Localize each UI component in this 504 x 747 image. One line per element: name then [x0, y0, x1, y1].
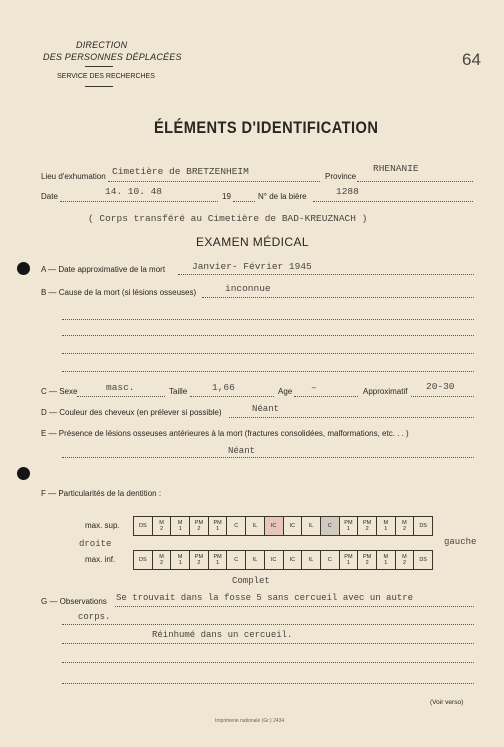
tooth-number: 2 — [160, 526, 164, 532]
tooth-number: 1 — [346, 560, 350, 566]
lower-tooth-1 — [134, 551, 153, 570]
field-d-label: D — Couleur des cheveux (en prélever si possible) — [41, 408, 222, 417]
taille-line — [190, 396, 274, 397]
field-a-value: Janvier- Février 1945 — [192, 261, 312, 272]
tooth-code: IC — [270, 522, 277, 529]
lieu-line — [108, 181, 320, 182]
field-g-line-2 — [62, 624, 474, 625]
verso-note: (Voir verso) — [430, 699, 464, 706]
field-c-age: – — [311, 382, 317, 393]
tooth-code: C — [234, 522, 239, 529]
field-c-label: C — Sexe — [41, 387, 78, 396]
upper-tooth-9 — [283, 517, 302, 536]
taille-label: Taille — [169, 387, 188, 396]
tooth-code: PM — [362, 519, 372, 526]
tooth-code: M — [383, 553, 389, 560]
lower-tooth-12 — [339, 551, 358, 570]
tooth-code: PM — [362, 553, 372, 560]
printer-mark: Imprimerie nationale (Gr.) 2434 — [215, 718, 285, 724]
header-divider — [85, 66, 113, 67]
tooth-code: IL — [308, 556, 314, 563]
upper-tooth-12 — [339, 517, 358, 536]
upper-tooth-8 — [264, 517, 283, 536]
tooth-code: M — [402, 553, 407, 560]
tooth-number: 2 — [365, 560, 369, 566]
tooth-code: M — [159, 519, 164, 526]
tooth-code: M — [383, 519, 389, 526]
approx-line — [411, 396, 474, 397]
field-c-sexe: masc. — [106, 382, 135, 393]
upper-tooth-15 — [395, 517, 414, 536]
tooth-number: 2 — [197, 526, 201, 532]
header-direction: DIRECTION — [76, 40, 128, 50]
tooth-code: DS — [139, 522, 147, 529]
tooth-code: IL — [252, 556, 258, 563]
tooth-code: PM — [344, 519, 353, 526]
field-g-line2: corps. — [78, 612, 111, 622]
tooth-code: M — [177, 553, 183, 560]
lower-tooth-15 — [395, 551, 414, 570]
dentition-note: Complet — [232, 576, 270, 586]
upper-tooth-13 — [358, 517, 377, 536]
lower-tooth-16 — [414, 551, 433, 570]
page-number: 64 — [462, 50, 481, 69]
tooth-code: M — [159, 553, 164, 560]
tooth-number: 1 — [178, 526, 182, 532]
tooth-code: PM — [213, 553, 222, 560]
age-line — [294, 396, 358, 397]
tooth-number: 1 — [384, 560, 388, 566]
lieu-value: Cimetière de BRETZENHEIM — [112, 166, 249, 177]
tooth-code: IC — [289, 522, 296, 529]
form-title: ÉLÉMENTS D'IDENTIFICATION — [154, 118, 379, 137]
tooth-code: DS — [419, 522, 427, 529]
lower-tooth-14 — [376, 551, 395, 570]
droite-label: droite — [79, 539, 112, 549]
biere-line — [313, 201, 473, 202]
tooth-code: M — [402, 519, 407, 526]
tooth-code: PM — [213, 519, 222, 526]
field-g-line-4 — [62, 662, 474, 663]
tooth-number: 2 — [402, 560, 406, 566]
field-c-taille: 1,66 — [212, 382, 235, 393]
field-g-line-1 — [115, 606, 474, 607]
field-g-line-5 — [62, 683, 474, 684]
lower-tooth-9 — [283, 551, 302, 570]
tooth-code: M — [177, 519, 183, 526]
tooth-number: 1 — [384, 526, 388, 532]
field-c-approx: 20-30 — [426, 381, 455, 392]
lower-tooth-8 — [264, 551, 283, 570]
tooth-code: IL — [252, 522, 258, 529]
lower-tooth-11 — [320, 551, 339, 570]
teeth-lower-row — [133, 550, 433, 570]
province-line — [357, 181, 473, 182]
lower-tooth-4 — [190, 551, 209, 570]
tooth-code: C — [327, 556, 332, 563]
field-b-line — [202, 297, 474, 298]
tooth-number: 1 — [216, 560, 220, 566]
field-f-label: F — Particularités de la dentition : — [41, 489, 162, 498]
province-label: Province — [325, 172, 357, 181]
field-g-label: G — Observations — [41, 597, 107, 606]
field-b-line-4 — [62, 353, 474, 354]
upper-tooth-11 — [320, 517, 339, 536]
sexe-line — [77, 396, 165, 397]
upper-tooth-4 — [190, 517, 209, 536]
tooth-number: 2 — [402, 526, 406, 532]
tooth-code: PM — [194, 519, 204, 526]
tooth-code: C — [327, 522, 332, 529]
province-value: RHENANIE — [373, 163, 419, 174]
field-e-label: E — Présence de lésions osseuses antérieures à la mort (fractures consolidées, malformations, etc. . . ) — [41, 429, 409, 438]
upper-tooth-10 — [302, 517, 321, 536]
max-sup-label: max. sup. — [85, 521, 120, 530]
field-b-value: inconnue — [225, 283, 271, 294]
transfer-note: ( Corps transféré au Cimetière de BAD-KREUZNACH ) — [88, 213, 368, 224]
upper-tooth-6 — [227, 517, 246, 536]
tooth-number: 2 — [365, 526, 369, 532]
teeth-upper-row — [133, 516, 433, 536]
tooth-code: IL — [308, 522, 314, 529]
upper-tooth-3 — [171, 517, 190, 536]
biere-label: N° de la bière — [258, 192, 307, 201]
field-g-line-3 — [62, 643, 474, 644]
field-d-value: Néant — [252, 404, 280, 414]
upper-tooth-14 — [376, 517, 395, 536]
biere-value: 1288 — [336, 186, 359, 197]
header-service: SERVICE DES RECHERCHES — [57, 73, 155, 80]
tooth-code: IC — [289, 556, 296, 563]
field-b-line-2 — [62, 319, 474, 320]
field-e-value: Néant — [228, 446, 256, 456]
tooth-code: PM — [344, 553, 353, 560]
upper-tooth-5 — [208, 517, 227, 536]
tooth-number: 2 — [160, 560, 164, 566]
upper-tooth-1 — [134, 517, 153, 536]
binder-hole-bottom — [17, 467, 30, 480]
binder-hole-top — [17, 262, 30, 275]
year-line — [233, 201, 255, 202]
upper-tooth-16 — [414, 517, 433, 536]
approx-label: Approximatif — [363, 387, 408, 396]
max-inf-label: max. inf. — [85, 555, 116, 564]
tooth-code: PM — [194, 553, 204, 560]
lower-tooth-6 — [227, 551, 246, 570]
tooth-code: DS — [139, 556, 147, 563]
field-b-line-5 — [62, 371, 474, 372]
field-b-label: B — Cause de la mort (si lésions osseuses) — [41, 288, 197, 297]
date-century: 19 — [222, 192, 231, 201]
tooth-number: 2 — [197, 560, 201, 566]
tooth-number: 1 — [216, 526, 220, 532]
tooth-number: 1 — [178, 560, 182, 566]
date-value: 14. 10. 48 — [105, 186, 163, 197]
gauche-label: gauche — [444, 537, 477, 547]
lower-tooth-13 — [358, 551, 377, 570]
upper-tooth-2 — [152, 517, 171, 536]
lower-tooth-2 — [152, 551, 171, 570]
section-title: EXAMEN MÉDICAL — [196, 235, 309, 249]
lieu-label: Lieu d'exhumation — [41, 172, 106, 181]
tooth-number: 1 — [346, 526, 350, 532]
lower-tooth-5 — [208, 551, 227, 570]
lower-tooth-3 — [171, 551, 190, 570]
tooth-code: C — [234, 556, 239, 563]
header-divider-2 — [85, 86, 113, 87]
field-a-line — [178, 274, 474, 275]
upper-tooth-7 — [246, 517, 265, 536]
lower-tooth-7 — [246, 551, 265, 570]
field-e-line — [62, 457, 474, 458]
field-a-label: A — Date approximative de la mort — [41, 265, 166, 274]
age-label: Age — [278, 387, 293, 396]
field-d-line — [229, 417, 474, 418]
header-department: DES PERSONNES DÉPLACÉES — [43, 52, 182, 62]
date-label: Date — [41, 192, 58, 201]
field-g-line1: Se trouvait dans la fosse 5 sans cercueil avec un autre — [116, 593, 414, 603]
tooth-code: DS — [419, 556, 427, 563]
lower-tooth-10 — [302, 551, 321, 570]
tooth-code: IC — [270, 556, 277, 563]
field-b-line-3 — [62, 335, 474, 336]
field-g-line3: Réinhumé dans un cercueil. — [152, 630, 293, 640]
date-line — [60, 201, 218, 202]
